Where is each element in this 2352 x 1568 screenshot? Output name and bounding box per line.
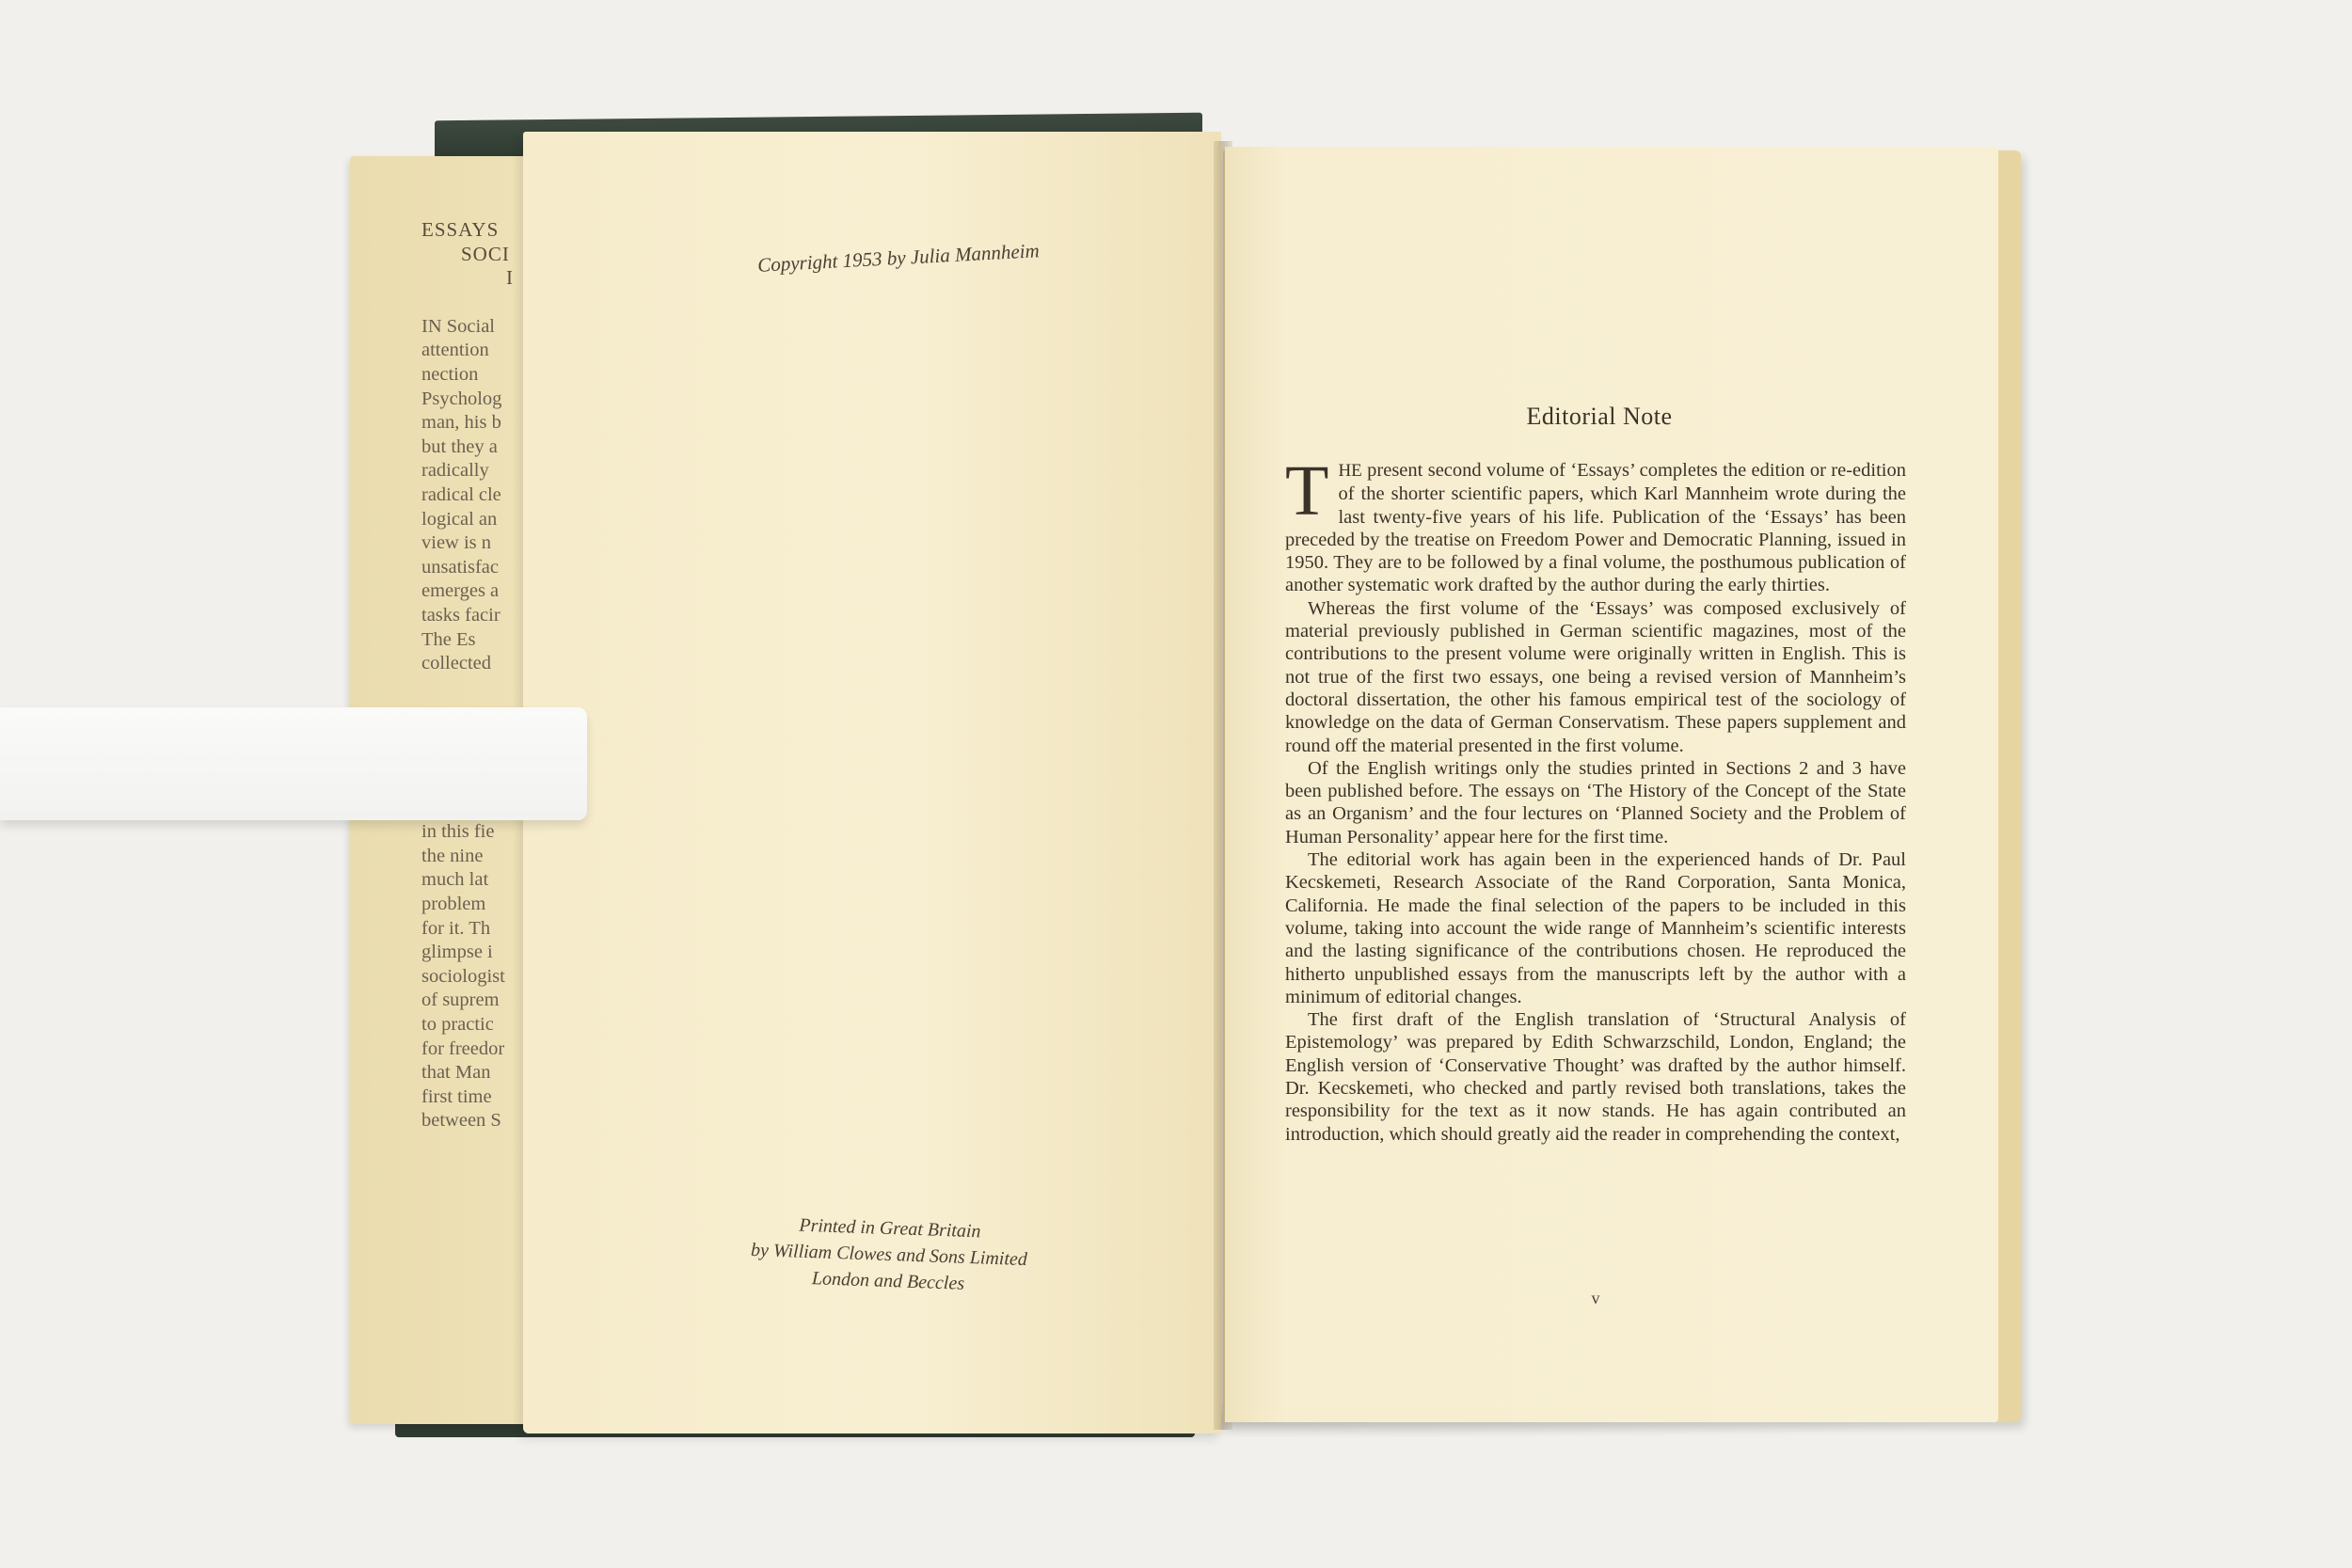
first-word: HE <box>1338 461 1362 481</box>
flap-line: nection <box>421 363 479 385</box>
flap-line: tasks facir <box>421 604 501 626</box>
flap-line: for freedor <box>421 1037 505 1059</box>
flap-text <box>421 218 519 1133</box>
printer-line: Printed in Great Britain <box>799 1214 981 1243</box>
flap-line: collected <box>421 653 491 674</box>
paragraph-1 <box>1285 451 1906 597</box>
flap-line: attention <box>421 340 489 361</box>
flap-line: The Es <box>421 628 476 650</box>
flap-line: IN Social <box>421 315 495 337</box>
flap-line: in this fie <box>421 821 495 843</box>
flap-line: glimpse i <box>421 942 493 963</box>
flap-line: to practic <box>421 1014 494 1035</box>
flap-line: radically <box>421 460 489 482</box>
flap-line: of suprem <box>421 990 500 1011</box>
flap-heading-2: SOCI <box>461 242 510 265</box>
paragraph-2: Whereas the first volume of the ‘Essays’ was composed exclusively of material previously published in German scientific magazines, most of the contributions to the present volume were originally written in English. This is not true of the first two essays, one being a revised version of Mannheim’s doctoral dissertation, the other his famous empirical test of the sociology of knowledge on the data of German Conservatism. These papers supplement and round off the material presented in the first volume. <box>1285 597 1906 756</box>
flap-line: that Man <box>421 1062 491 1084</box>
editorial-note-body <box>1285 451 1906 1146</box>
flap-line: emerges a <box>421 580 500 602</box>
flap-line: view is n <box>421 532 492 554</box>
flap-line: man, his b <box>421 412 501 434</box>
flap-line: unsatisfac <box>421 556 499 578</box>
flap-line: for it. Th <box>421 917 491 939</box>
flap-line: sociologist <box>421 965 505 987</box>
paragraph-3: Of the English writings only the studies printed in Sections 2 and 3 have been published before. The essays on ‘The History of the Concept of the State as an Organism’ and the four lectures on ‘Planned Society and the Problem of Human Personality’ appear here for the first time. <box>1285 757 1906 847</box>
flap-line: the nine <box>421 845 484 866</box>
page-number: v <box>1591 1289 1600 1307</box>
copyright-line: Copyright 1953 by Julia Mannheim <box>756 239 1041 277</box>
flap-line: problem <box>421 894 486 915</box>
flap-line: much lat <box>421 869 489 891</box>
paragraph-text: present second volume of ‘Essays’ completes the edition or re-edition of the shorter scientific papers, which Karl Mannheim wrote during the last twenty-five years of his life. Publication of the ‘Essays’ has been preceded by the treatise on Freedom Power and Democratic Planning, issued in 1950. They are to be followed by a final volume, the posthumous publication of another systematic work drafted by the author during the early thirties. <box>1285 460 1906 596</box>
editorial-note-title: Editorial Note <box>1526 403 1673 430</box>
printer-imprint <box>723 1210 1056 1300</box>
flap-line: but they a <box>421 436 498 457</box>
flap-heading-1: ESSAYS <box>421 218 500 241</box>
flap-line: Psycholog <box>421 388 502 409</box>
printer-line: London and Beccles <box>811 1268 965 1294</box>
flap-line: between S <box>421 1110 501 1132</box>
drop-cap: T <box>1285 451 1329 531</box>
flap-line: radical cle <box>421 483 501 505</box>
printer-line: by William Clowes and Sons Limited <box>750 1239 1028 1271</box>
flap-line <box>421 676 519 701</box>
flap-line: first time <box>421 1085 492 1107</box>
paragraph-4: The editorial work has again been in the experienced hands of Dr. Paul Kecskemeti, Research Associate of the Rand Corporation, Santa Monica, California. He made the final selection of the papers to be included in this volume, taking into account the wide range of Mannheim’s scientific interests and the lasting significance of the contributions chosen. He reproduced the hitherto unpublished essays from the manuscripts left by the author with a minimum of editorial changes. <box>1285 849 1906 1007</box>
flap-heading-3: I <box>506 266 514 290</box>
paragraph-5: The first draft of the English translation of ‘Structural Analysis of Epistemology’ was prepared by Edith Schwarzschild, London, England; the English version of ‘Conservative Thought’ was drafted by the author himself. Dr. Kecskemeti, who checked and partly revised both translations, takes the responsibility for the text as it now stands. He has again contributed an introduction, which should greatly aid the reader in comprehending the context, <box>1285 1009 1906 1145</box>
flap-line: logical an <box>421 508 498 530</box>
foam-bookmark <box>0 707 587 820</box>
